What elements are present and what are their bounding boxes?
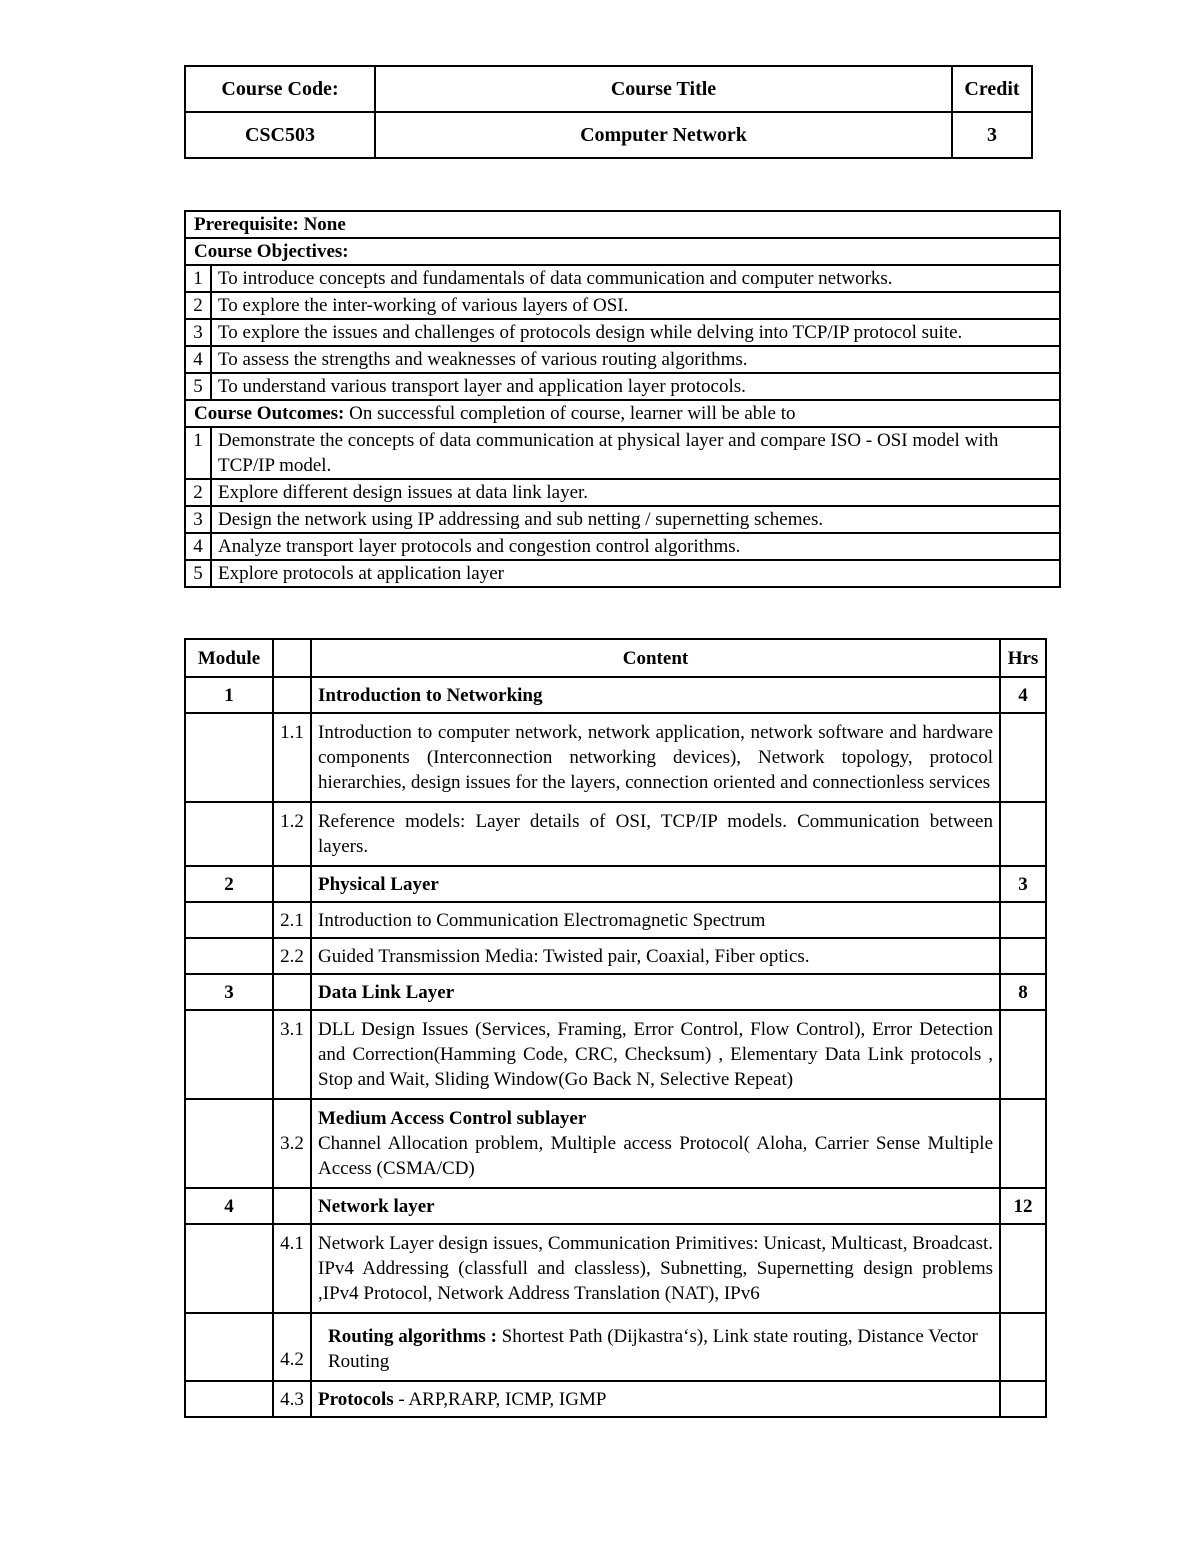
objective-text: To assess the strengths and weaknesses of various routing algorithms. bbox=[211, 346, 1060, 373]
empty-cell bbox=[273, 866, 311, 902]
submodule-row bbox=[185, 938, 1046, 974]
objectives-outcomes-table bbox=[184, 210, 1061, 588]
submodule-content: Shortest Path (Dijkastra‘s), Link state routing, Distance Vector Routing bbox=[328, 1326, 978, 1372]
module-number: 1 bbox=[185, 677, 273, 713]
objective-number: 1 bbox=[185, 265, 211, 292]
outcome-number: 3 bbox=[185, 506, 211, 533]
outcome-text: Explore protocols at application layer bbox=[211, 560, 1060, 587]
submodule-content-cell bbox=[311, 1381, 1000, 1417]
outcome-row bbox=[185, 427, 1060, 479]
objective-text: To explore the inter-working of various layers of OSI. bbox=[211, 292, 1060, 319]
submodule-row bbox=[185, 1224, 1046, 1313]
submodule-row bbox=[185, 902, 1046, 938]
module-hours: 8 bbox=[1000, 974, 1046, 1010]
outcomes-intro: On successful completion of course, learner will be able to bbox=[344, 403, 796, 424]
course-header-table bbox=[184, 65, 1033, 159]
objective-text: To understand various transport layer and application layer protocols. bbox=[211, 373, 1060, 400]
module-number: 3 bbox=[185, 974, 273, 1010]
submodule-heading: Protocols bbox=[318, 1388, 394, 1410]
submodule-row bbox=[185, 1010, 1046, 1099]
module-title: Network layer bbox=[311, 1188, 1000, 1224]
empty-cell bbox=[1000, 938, 1046, 974]
prerequisite-row bbox=[185, 211, 1060, 238]
empty-cell bbox=[185, 713, 273, 802]
submodule-number: 4.1 bbox=[273, 1224, 311, 1313]
content-header: Content bbox=[311, 639, 1000, 677]
outcome-row bbox=[185, 533, 1060, 560]
submodule-number: 3.2 bbox=[273, 1099, 311, 1188]
empty-cell bbox=[185, 1381, 273, 1417]
module-number: 2 bbox=[185, 866, 273, 902]
empty-cell bbox=[185, 1010, 273, 1099]
module-header: Module bbox=[185, 639, 273, 677]
course-code-value: CSC503 bbox=[185, 112, 375, 158]
course-title-value: Computer Network bbox=[375, 112, 952, 158]
outcome-text: Analyze transport layer protocols and congestion control algorithms. bbox=[211, 533, 1060, 560]
outcome-number: 5 bbox=[185, 560, 211, 587]
empty-cell bbox=[185, 1099, 273, 1188]
empty-cell bbox=[1000, 713, 1046, 802]
empty-cell bbox=[1000, 802, 1046, 866]
objective-number: 2 bbox=[185, 292, 211, 319]
prerequisite: Prerequisite: None bbox=[185, 211, 1060, 238]
course-header-row bbox=[185, 66, 1032, 112]
module-hours: 12 bbox=[1000, 1188, 1046, 1224]
objective-row bbox=[185, 265, 1060, 292]
submodule-number: 1.1 bbox=[273, 713, 311, 802]
objective-number: 5 bbox=[185, 373, 211, 400]
submodule-header bbox=[273, 639, 311, 677]
submodule-number: 1.2 bbox=[273, 802, 311, 866]
credit-value: 3 bbox=[952, 112, 1032, 158]
module-content-table bbox=[184, 638, 1047, 1418]
outcomes-heading: Course Outcomes: bbox=[194, 403, 345, 424]
module-row bbox=[185, 866, 1046, 902]
objective-number: 3 bbox=[185, 319, 211, 346]
empty-cell bbox=[1000, 1381, 1046, 1417]
empty-cell bbox=[185, 938, 273, 974]
empty-cell bbox=[185, 1313, 273, 1381]
outcome-text: Design the network using IP addressing and sub netting / supernetting schemes. bbox=[211, 506, 1060, 533]
empty-cell bbox=[273, 677, 311, 713]
module-title: Introduction to Networking bbox=[311, 677, 1000, 713]
empty-cell bbox=[1000, 1010, 1046, 1099]
objective-number: 4 bbox=[185, 346, 211, 373]
course-code-header: Course Code: bbox=[185, 66, 375, 112]
outcome-number: 2 bbox=[185, 479, 211, 506]
submodule-content-cell bbox=[311, 1099, 1000, 1188]
outcomes-heading-row bbox=[185, 400, 1060, 427]
submodule-content: Introduction to Communication Electromagnetic Spectrum bbox=[311, 902, 1000, 938]
empty-cell bbox=[1000, 1224, 1046, 1313]
outcome-number: 4 bbox=[185, 533, 211, 560]
module-row bbox=[185, 677, 1046, 713]
submodule-number: 2.1 bbox=[273, 902, 311, 938]
submodule-content: Reference models: Layer details of OSI, TCP/IP models. Communication between layers. bbox=[311, 802, 1000, 866]
empty-cell bbox=[185, 902, 273, 938]
empty-cell bbox=[1000, 1313, 1046, 1381]
outcome-number: 1 bbox=[185, 427, 211, 479]
objective-row bbox=[185, 373, 1060, 400]
module-header-row bbox=[185, 639, 1046, 677]
objective-row bbox=[185, 319, 1060, 346]
submodule-heading: Medium Access Control sublayer bbox=[318, 1108, 587, 1129]
submodule-row bbox=[185, 1313, 1046, 1381]
course-value-row bbox=[185, 112, 1032, 158]
submodule-content-cell bbox=[311, 1313, 1000, 1381]
objectives-heading: Course Objectives: bbox=[185, 238, 1060, 265]
outcome-row bbox=[185, 479, 1060, 506]
module-title: Data Link Layer bbox=[311, 974, 1000, 1010]
outcome-text: Demonstrate the concepts of data communication at physical layer and compare ISO - OSI model with TCP/IP model. bbox=[211, 427, 1060, 479]
outcome-row bbox=[185, 506, 1060, 533]
outcome-text: Explore different design issues at data link layer. bbox=[211, 479, 1060, 506]
objective-text: To explore the issues and challenges of protocols design while delving into TCP/IP protocol suite. bbox=[211, 319, 1060, 346]
module-number: 4 bbox=[185, 1188, 273, 1224]
empty-cell bbox=[273, 974, 311, 1010]
objective-row bbox=[185, 346, 1060, 373]
submodule-number: 4.2 bbox=[273, 1313, 311, 1381]
submodule-number: 3.1 bbox=[273, 1010, 311, 1099]
submodule-content: DLL Design Issues (Services, Framing, Error Control, Flow Control), Error Detection and Correction(Hamming Code, CRC, Checksum) , Elementary Data Link protocols , Stop and Wait, Sliding Window(Go Back N, Selective Repeat) bbox=[311, 1010, 1000, 1099]
submodule-number: 4.3 bbox=[273, 1381, 311, 1417]
submodule-content: Guided Transmission Media: Twisted pair, Coaxial, Fiber optics. bbox=[311, 938, 1000, 974]
empty-cell bbox=[1000, 1099, 1046, 1188]
submodule-heading: Routing algorithms : bbox=[328, 1326, 497, 1347]
module-hours: 3 bbox=[1000, 866, 1046, 902]
hrs-header: Hrs bbox=[1000, 639, 1046, 677]
empty-cell bbox=[1000, 902, 1046, 938]
submodule-content: Introduction to computer network, network application, network software and hardware components (Interconnection networking devices), Network topology, protocol hierarchies, design issues for the layers, connection oriented and connectionless services bbox=[311, 713, 1000, 802]
submodule-row bbox=[185, 802, 1046, 866]
submodule-content: Network Layer design issues, Communication Primitives: Unicast, Multicast, Broadcast. IPv4 Addressing (classfull and classless), Subnetting, Supernetting design problems ,IPv4 Protocol, Network Address Translation (NAT), IPv6 bbox=[311, 1224, 1000, 1313]
module-hours: 4 bbox=[1000, 677, 1046, 713]
empty-cell bbox=[273, 1188, 311, 1224]
submodule-row bbox=[185, 1381, 1046, 1417]
objective-text: To introduce concepts and fundamentals of data communication and computer networks. bbox=[211, 265, 1060, 292]
module-row bbox=[185, 974, 1046, 1010]
outcomes-heading-cell bbox=[185, 400, 1060, 427]
module-title: Physical Layer bbox=[311, 866, 1000, 902]
objectives-heading-row bbox=[185, 238, 1060, 265]
outcome-row bbox=[185, 560, 1060, 587]
empty-cell bbox=[185, 802, 273, 866]
course-title-header: Course Title bbox=[375, 66, 952, 112]
credit-header: Credit bbox=[952, 66, 1032, 112]
submodule-row bbox=[185, 1099, 1046, 1188]
module-row bbox=[185, 1188, 1046, 1224]
submodule-row bbox=[185, 713, 1046, 802]
submodule-content: Channel Allocation problem, Multiple access Protocol( Aloha, Carrier Sense Multiple Access (CSMA/CD) bbox=[318, 1133, 993, 1179]
submodule-number: 2.2 bbox=[273, 938, 311, 974]
objective-row bbox=[185, 292, 1060, 319]
empty-cell bbox=[185, 1224, 273, 1313]
submodule-content: - ARP,RARP, ICMP, IGMP bbox=[393, 1388, 607, 1410]
